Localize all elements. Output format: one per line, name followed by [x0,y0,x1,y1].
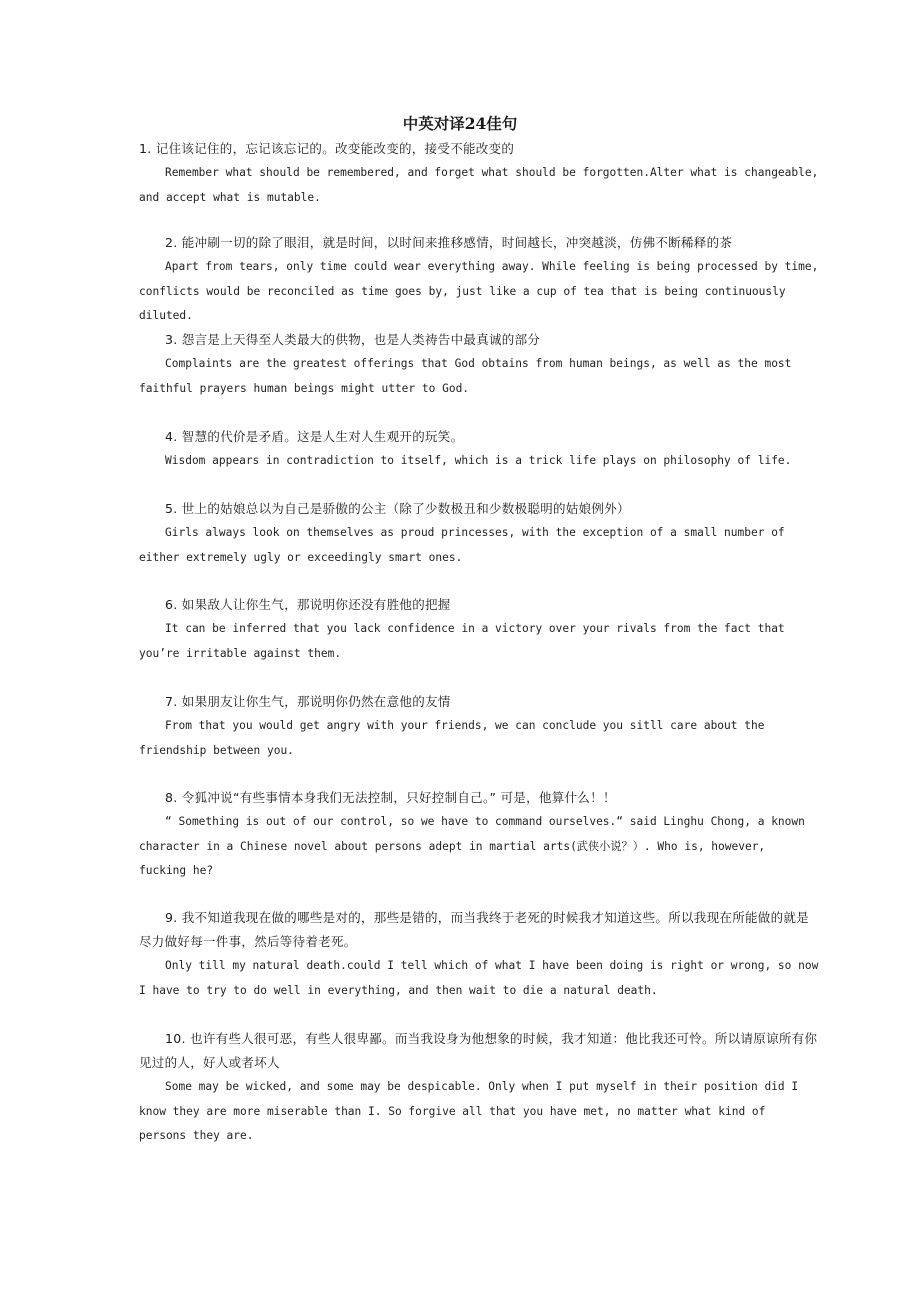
entry-en: Remember what should be remembered, and forget what should be forgotten.Alter what is changeable, and accept what is mutable. [139,166,819,204]
entry-7 [139,690,819,763]
entry-8 [139,786,819,884]
entry-en: Only till my natural death.could I tell which of what I have been doing is right or wrong, so now I have to try to do well in everything, and then wait to die a natural death. [139,959,819,997]
entry-en: Some may be wicked, and some may be despicable. Only when I put myself in their position did I know they are more miserable than I. So forgive all that you have met, no matter what kind of persons they are. [139,1080,799,1142]
entry-zh: 6. 如果敌人让你生气，那说明你还没有胜他的把握 [165,597,451,612]
entry-en: It can be inferred that you lack confidence in a victory over your rivals from the fact that you’re irritable against them. [139,622,785,660]
entry-zh: 8. 令狐冲说“有些事情本身我们无法控制，只好控制自己。” 可是，他算什么！！ [165,790,616,805]
entry-zh: 10. 也许有些人很可恶，有些人很卑鄙。而当我设身为他想象的时候，我才知道：他比我还可怜。所以请原谅所有你见过的人，好人或者坏人 [139,1031,818,1070]
entry-6 [139,593,819,666]
entry-4 [139,425,819,474]
entry-zh: 5. 世上的姑娘总以为自己是骄傲的公主（除了少数极丑和少数极聪明的姑娘例外） [165,501,630,516]
entry-en: Apart from tears, only time could wear everything away. While feeling is being processed by time, conflicts would be reconciled as time goes by, just like a cup of tea that is being continuously diluted. [139,260,819,322]
page-title: 中英对译24佳句 [402,114,518,133]
entry-zh: 2. 能冲刷一切的除了眼泪，就是时间，以时间来推移感情，时间越长，冲突越淡，仿佛不断稀释的茶 [165,235,733,250]
entry-10 [139,1027,819,1149]
entry-zh: 3. 怨言是上天得至人类最大的供物，也是人类祷告中最真诚的部分 [165,332,541,347]
entry-en: Wisdom appears in contradiction to itself, which is a trick life plays on philosophy of life. [165,454,792,467]
entry-zh: 1. 记住该记住的，忘记该忘记的。改变能改变的，接受不能改变的 [139,141,515,156]
entry-en: “ Something is out of our control, so we have to command ourselves.“ said Linghu Chong, a known character in a Chinese novel about persons adept in martial arts(武侠小说？）. Who is, however, fucking he? [139,815,805,877]
entry-en: Complaints are the greatest offerings that God obtains from human beings, as well as the most faithful prayers human beings might utter to God. [139,357,792,395]
entry-2 [139,231,819,329]
entry-zh: 4. 智慧的代价是矛盾。这是人生对人生观开的玩笑。 [165,429,464,444]
entry-en: From that you would get angry with your friends, we can conclude you sitll care about the friendship between you. [139,719,765,757]
entry-3 [139,328,819,401]
entry-1 [139,137,819,210]
entry-9 [139,906,819,1003]
entry-zh: 9. 我不知道我现在做的哪些是对的，那些是错的，而当我终于老死的时候我才知道这些。所以我现在所能做的就是尽力做好每一件事，然后等待着老死。 [139,910,810,949]
entry-en: Girls always look on themselves as proud princesses, with the exception of a small number of either extremely ugly or exceedingly smart ones. [139,526,785,564]
entry-zh: 7. 如果朋友让你生气，那说明你仍然在意他的友情 [165,694,451,709]
entry-5 [139,497,819,570]
